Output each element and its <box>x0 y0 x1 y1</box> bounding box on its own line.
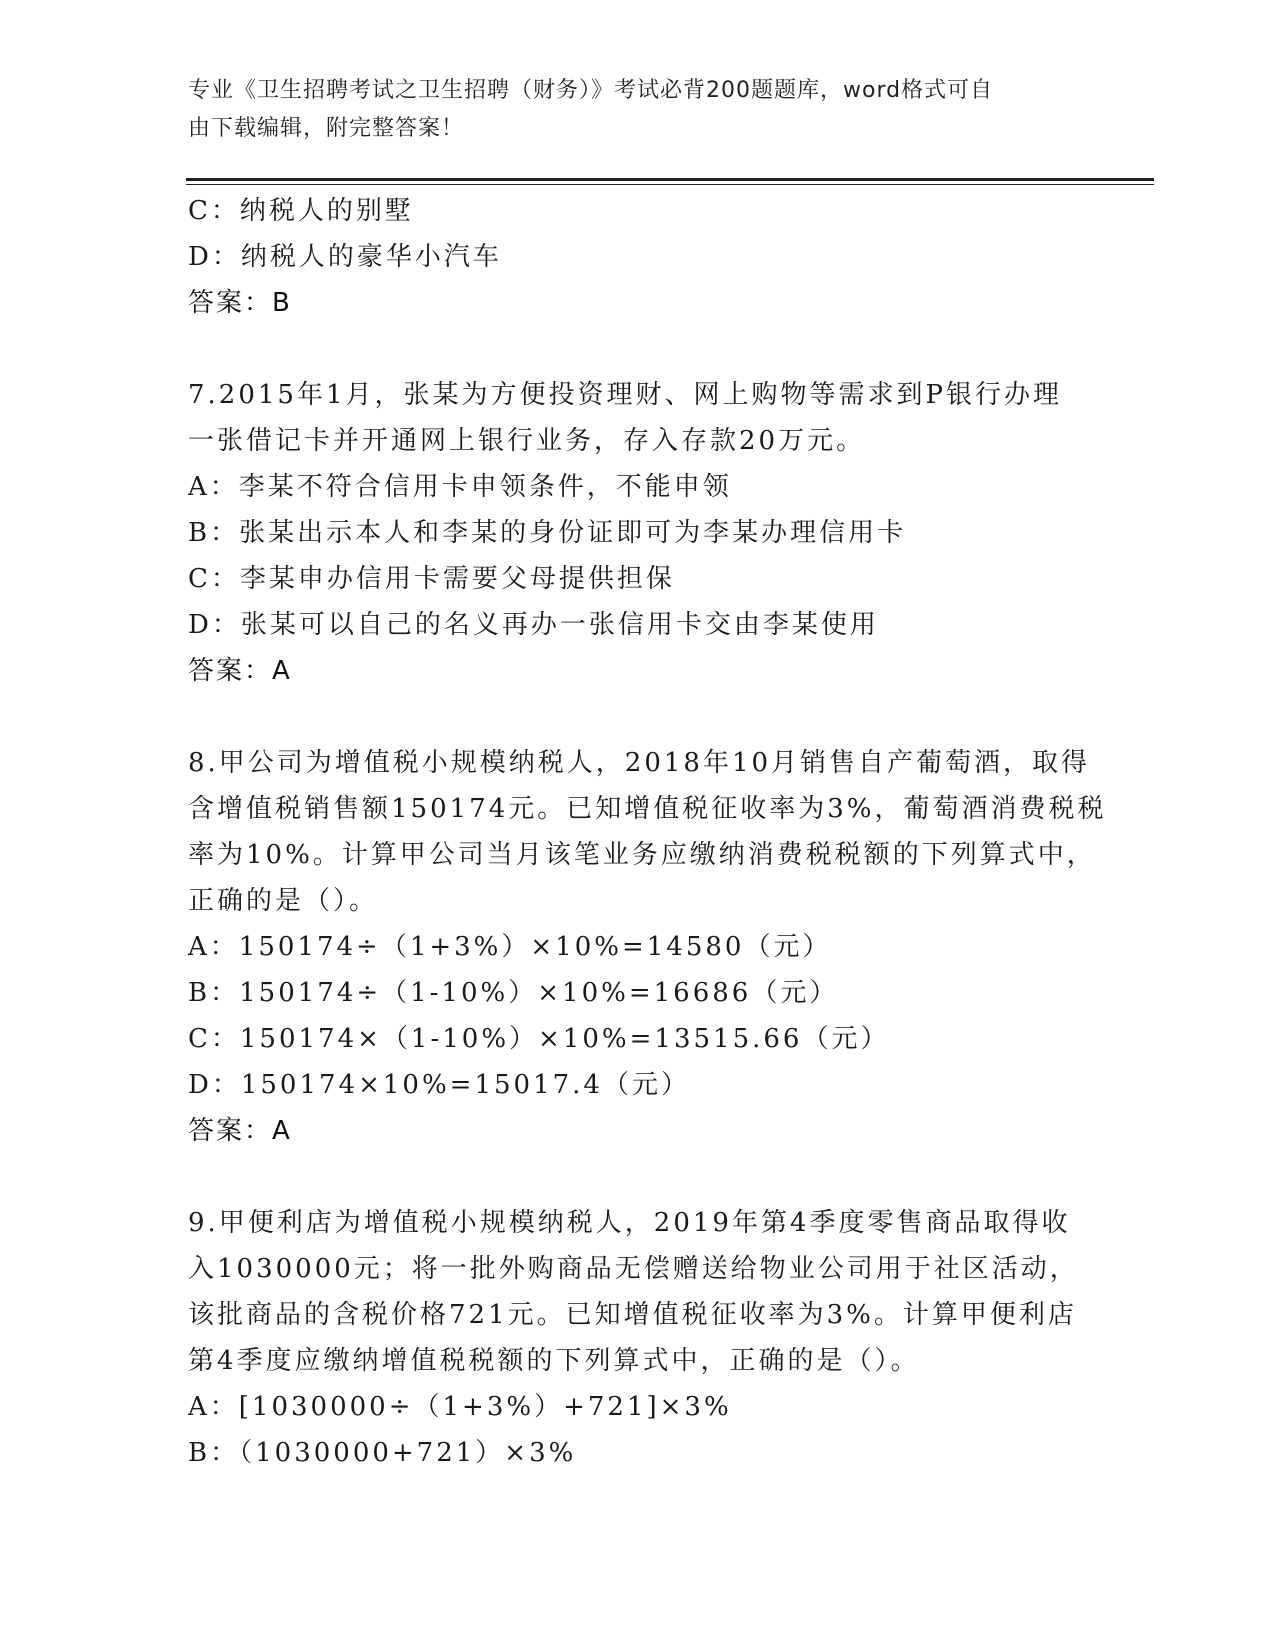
q9-option-b: B：（1030000+721）×3% <box>188 1438 577 1468</box>
q8-option-c: C：150174×（1-10%）×10%=13515.66（元） <box>188 1024 890 1054</box>
document-header <box>188 72 1068 148</box>
q8-stem-line-3: 率为10%。计算甲公司当月该笔业务应缴纳消费税税额的下列算式中， <box>188 840 1096 870</box>
q9-stem-line-2: 入1030000元；将一批外购商品无偿赠送给物业公司用于社区活动， <box>188 1254 1079 1284</box>
question-7 <box>188 372 1088 694</box>
spacer <box>188 1154 1088 1200</box>
q9-stem-line-3: 该批商品的含税价格721元。已知增值税征收率为3%。计算甲便利店 <box>188 1300 1077 1330</box>
q7-option-d: D：张某可以自己的名义再办一张信用卡交由李某使用 <box>188 610 879 640</box>
q7-option-c: C：李某申办信用卡需要父母提供担保 <box>188 564 675 594</box>
document-body <box>188 188 1107 1476</box>
q7-stem-line-1: 7.2015年1月，张某为方便投资理财、网上购物等需求到P银行办理 <box>188 380 1063 410</box>
question-8 <box>188 740 1107 1154</box>
question-9 <box>188 1200 1088 1476</box>
q9-stem-line-1: 9.甲便利店为增值税小规模纳税人，2019年第4季度零售商品取得收 <box>188 1208 1071 1238</box>
q7-option-a: A：李某不符合信用卡申领条件，不能申领 <box>188 472 732 502</box>
q7-option-b: B：张某出示本人和李某的身份证即可为李某办理信用卡 <box>188 518 907 548</box>
q6-option-c: C：纳税人的别墅 <box>188 196 414 226</box>
q6-option-d: D：纳税人的豪华小汽车 <box>188 242 502 272</box>
q6-answer: 答案：B <box>188 288 292 318</box>
spacer <box>188 326 1088 372</box>
q8-answer: 答案：A <box>188 1116 292 1146</box>
question-6 <box>188 188 1088 326</box>
q8-stem-line-4: 正确的是（）。 <box>188 886 379 916</box>
header-line-1: 专业《卫生招聘考试之卫生招聘（财务）》考试必背200题题库，word格式可自 <box>188 78 994 103</box>
q8-stem-line-1: 8.甲公司为增值税小规模纳税人，2018年10月销售自产葡萄酒，取得 <box>188 748 1091 778</box>
header-rule-thin <box>186 184 1154 185</box>
q9-option-a: A：[1030000÷（1+3%）+721]×3% <box>188 1392 732 1422</box>
q7-answer: 答案：A <box>188 656 292 686</box>
header-line-2: 由下载编辑，附完整答案！ <box>188 116 465 141</box>
spacer <box>188 694 1088 740</box>
q8-stem-line-2: 含增值税销售额150174元。已知增值税征收率为3%，葡萄酒消费税税 <box>188 794 1107 824</box>
q9-stem-line-4: 第4季度应缴纳增值税税额的下列算式中，正确的是（）。 <box>188 1346 920 1376</box>
q8-option-d: D：150174×10%=15017.4（元） <box>188 1070 690 1100</box>
header-rule-thick <box>186 178 1154 181</box>
q8-option-a: A：150174÷（1+3%）×10%=14580（元） <box>188 932 832 962</box>
q8-option-b: B：150174÷（1-10%）×10%=16686（元） <box>188 978 839 1008</box>
q7-stem-line-2: 一张借记卡并开通网上银行业务，存入存款20万元。 <box>188 426 866 456</box>
